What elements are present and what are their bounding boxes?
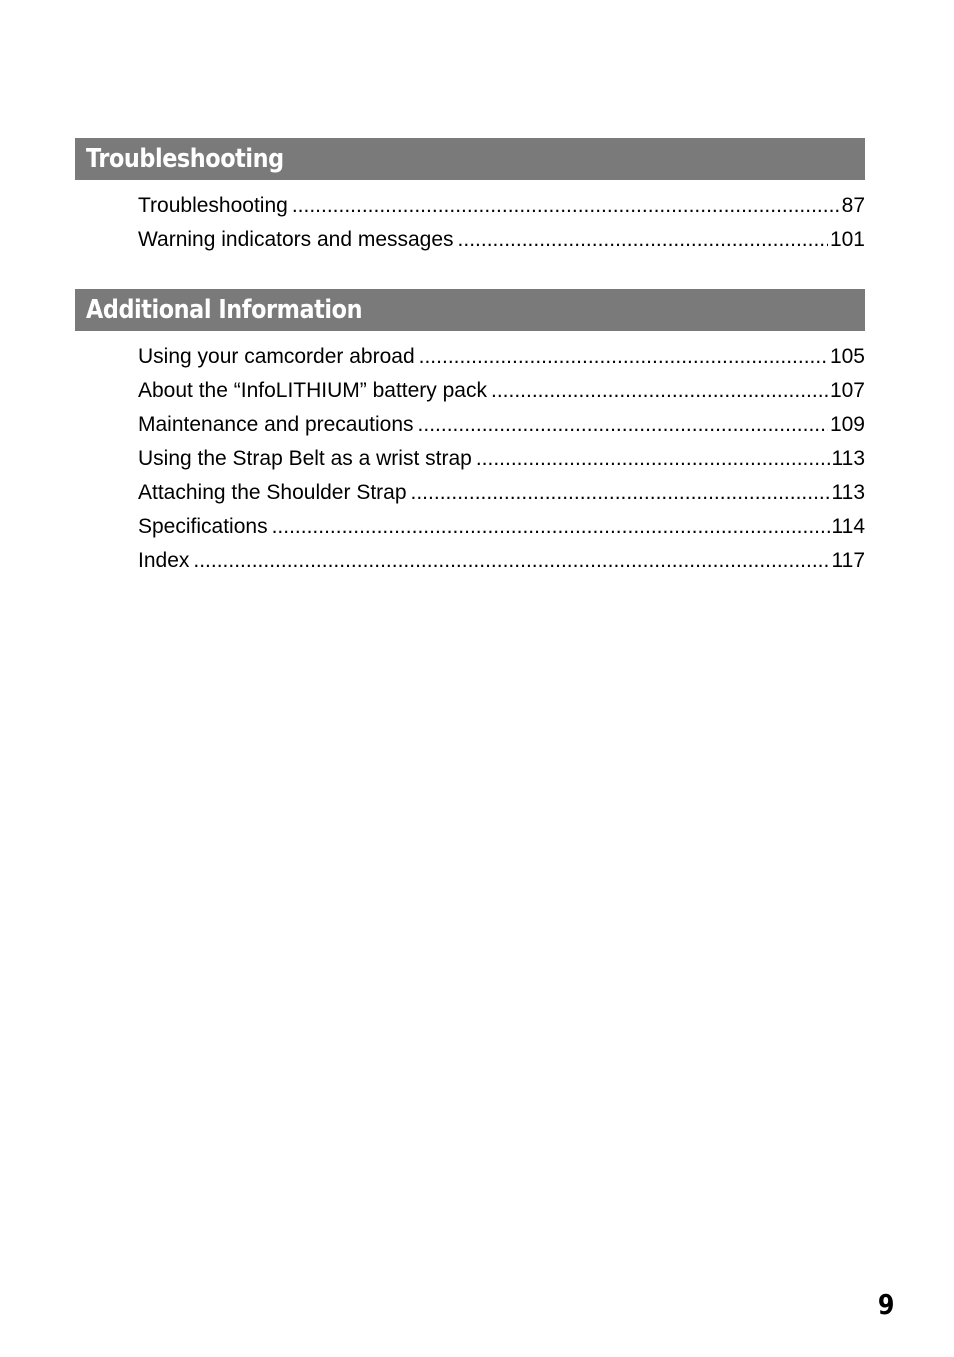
toc-entry-title: Specifications [138, 515, 268, 538]
toc-entry-title: Troubleshooting [138, 194, 288, 217]
toc-dot-leader [272, 510, 830, 544]
toc-entry-title: Using your camcorder abroad [138, 345, 415, 368]
toc-dot-leader [411, 476, 830, 510]
toc-entry-title: About the “InfoLITHIUM” battery pack [138, 379, 487, 402]
toc-entry-page: 87 [841, 194, 865, 217]
toc-entry[interactable] [138, 510, 865, 544]
toc-entry[interactable] [138, 408, 865, 442]
toc-entry-page: 109 [829, 413, 865, 436]
toc-entry[interactable] [138, 476, 865, 510]
toc-entry[interactable] [138, 544, 865, 578]
toc-entry-page: 113 [831, 447, 865, 470]
toc-dot-leader [458, 223, 828, 257]
toc-entry[interactable] [138, 340, 865, 374]
toc-dot-leader [292, 189, 840, 223]
toc-entry-page: 105 [829, 345, 865, 368]
toc-dot-leader [418, 408, 828, 442]
toc-entry-page: 113 [831, 481, 865, 504]
toc-entry-page: 117 [831, 549, 865, 572]
toc-dot-leader [476, 442, 830, 476]
toc-entry-page: 101 [829, 228, 865, 251]
toc-entry-page: 114 [831, 515, 865, 538]
toc-entry[interactable] [138, 223, 865, 257]
page-number: 9 [877, 1288, 894, 1321]
section-title: Troubleshooting [86, 144, 284, 174]
section-header-troubleshooting [75, 138, 865, 180]
toc-entry[interactable] [138, 442, 865, 476]
toc-entry-title: Maintenance and precautions [138, 413, 414, 436]
toc-entry-title: Warning indicators and messages [138, 228, 454, 251]
toc-entry[interactable] [138, 189, 865, 223]
toc-entry[interactable] [138, 374, 865, 408]
section-title: Additional Information [86, 295, 363, 325]
toc-entry-page: 107 [829, 379, 865, 402]
toc-dot-leader [193, 544, 829, 578]
toc-entry-title: Index [138, 549, 190, 572]
toc-dot-leader [419, 340, 828, 374]
section-header-additional-information [75, 289, 865, 331]
toc-list-troubleshooting [138, 189, 865, 257]
toc-entry-title: Attaching the Shoulder Strap [138, 481, 407, 504]
toc-list-additional-information [138, 340, 865, 578]
toc-dot-leader [491, 374, 828, 408]
toc-entry-title: Using the Strap Belt as a wrist strap [138, 447, 472, 470]
